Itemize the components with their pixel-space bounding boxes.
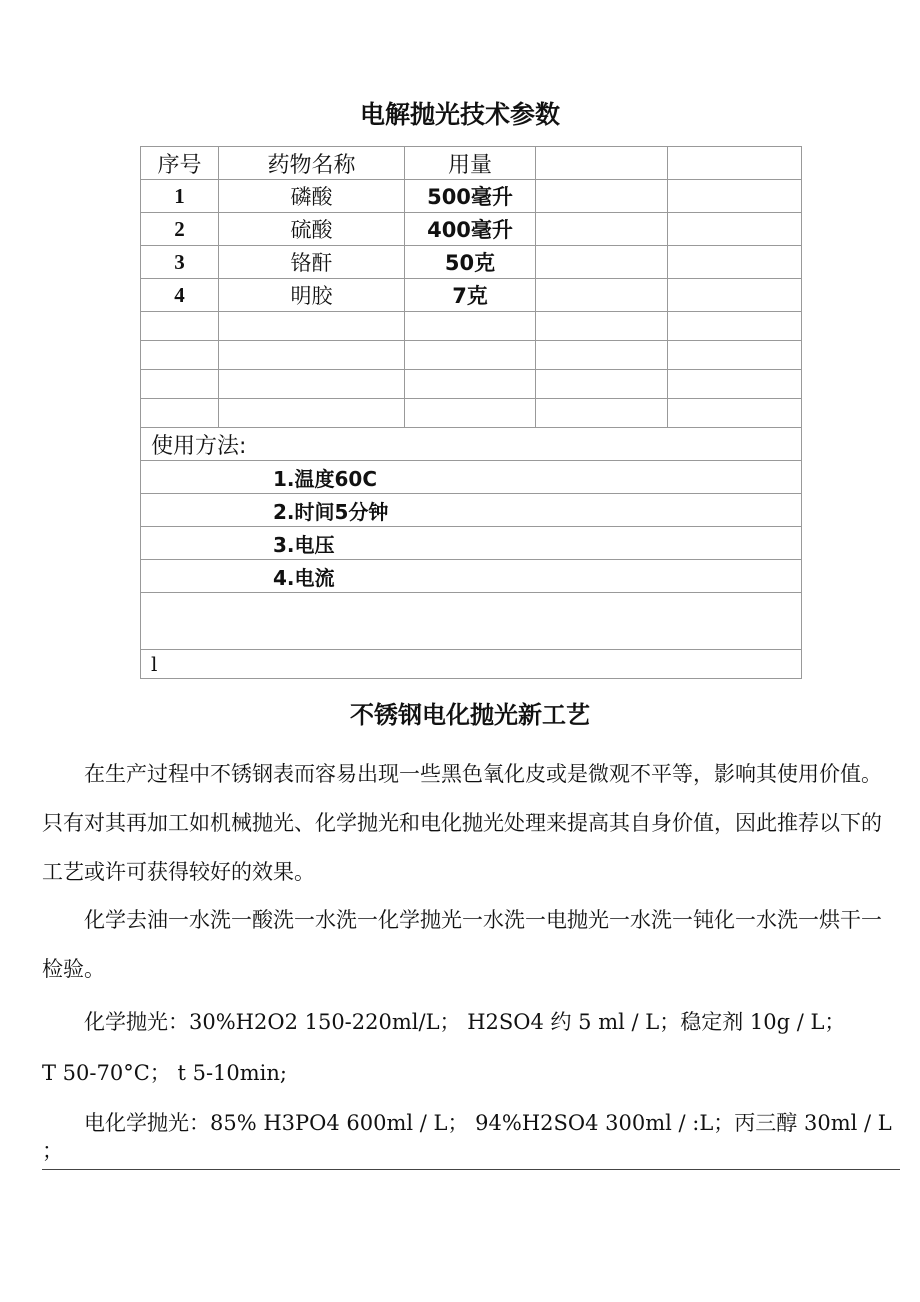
row-qty: 7克 (405, 279, 536, 312)
process-flow-paragraph: 化学去油一水洗一酸洗一水洗一化学抛光一水洗一电抛光一水洗一钝化一水洗一烘干一检验。 (42, 908, 882, 981)
usage-step-time: 2.时间5分钟 (141, 494, 802, 527)
header-qty: 用量 (405, 147, 536, 180)
parameters-table (140, 146, 802, 679)
usage-step-row (141, 494, 802, 527)
table-cell (536, 246, 668, 279)
empty-row (141, 341, 802, 370)
usage-step-voltage: 3.电压 (141, 527, 802, 560)
last-row (141, 650, 802, 679)
table-cell (668, 180, 802, 213)
section-title-stainless-polishing: 不锈钢电化抛光新工艺 (350, 701, 590, 729)
row-qty: 400毫升 (405, 213, 536, 246)
row-name: 硫酸 (219, 213, 405, 246)
usage-step-row (141, 560, 802, 593)
header-empty-2 (668, 147, 802, 180)
chemical-polishing-line1: 化学抛光：30%H2O2 150-220ml/L； H2SO4 约 5 ml / L；稳定剂 10g / L； (84, 1010, 846, 1034)
table-cell (536, 213, 668, 246)
bottom-divider (42, 1169, 900, 1170)
table-cell (668, 246, 802, 279)
table-cell (668, 213, 802, 246)
row-no: 4 (141, 279, 219, 312)
last-row-mark: l (141, 650, 802, 679)
table-cell (536, 279, 668, 312)
row-no: 1 (141, 180, 219, 213)
header-no: 序号 (141, 147, 219, 180)
table-row (141, 246, 802, 279)
table-header-row (141, 147, 802, 180)
empty-row (141, 399, 802, 428)
row-name: 磷酸 (219, 180, 405, 213)
row-no: 3 (141, 246, 219, 279)
table-row (141, 213, 802, 246)
header-name: 药物名称 (219, 147, 405, 180)
electrochemical-polishing-line1: 电化学抛光：85% H3PO4 600ml / L； 94%H2SO4 300ml / :L；丙三醇 30ml / L (84, 1111, 892, 1135)
table-row (141, 279, 802, 312)
chemical-polishing-line2: T 50-70°C； t 5-10min; (42, 1061, 287, 1085)
row-no: 2 (141, 213, 219, 246)
row-qty: 50克 (405, 246, 536, 279)
empty-row (141, 312, 802, 341)
row-qty: 500毫升 (405, 180, 536, 213)
usage-step-temperature: 1.温度60C (141, 461, 802, 494)
usage-label: 使用方法: (141, 428, 802, 461)
electrochemical-polishing-line2: ； (42, 1139, 63, 1163)
header-empty-1 (536, 147, 668, 180)
usage-step-row (141, 527, 802, 560)
table-row (141, 180, 802, 213)
row-name: 铬酐 (219, 246, 405, 279)
usage-step-row (141, 461, 802, 494)
usage-step-current: 4.电流 (141, 560, 802, 593)
row-name: 明胶 (219, 279, 405, 312)
empty-row (141, 370, 802, 399)
intro-paragraph: 在生产过程中不锈钢表而容易出现一些黑色氧化皮或是微观不平等，影响其使用价值。只有对其再加工如机械抛光、化学抛光和电化抛光处理来提高其自身价值，因此推荐以下的工艺或许可获得较好的效果。 (42, 762, 882, 884)
blank-row (141, 593, 802, 650)
doc-title-electrolytic-polishing: 电解抛光技术参数 (359, 100, 560, 129)
table-cell (536, 180, 668, 213)
table-cell (668, 279, 802, 312)
usage-header-row (141, 428, 802, 461)
